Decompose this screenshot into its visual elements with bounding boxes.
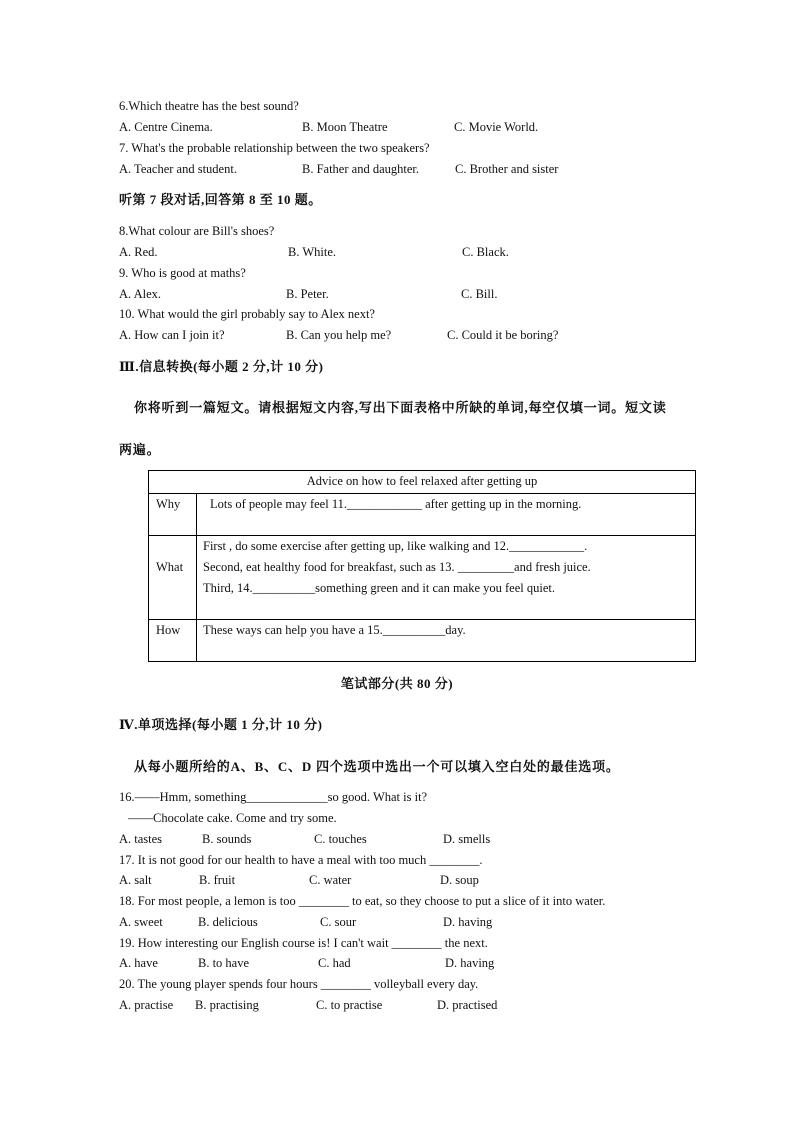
info-table-label-why: Why bbox=[149, 494, 197, 535]
question-8-option-b: B. White. bbox=[288, 245, 337, 259]
question-20-stem: 20. The young player spends four hours ________ volleyball every day. bbox=[119, 977, 479, 991]
info-table-row-what bbox=[149, 536, 695, 620]
info-table-line: Lots of people may feel 11.____________ after getting up in the morning. bbox=[210, 497, 582, 511]
question-20-option-b: B. practising bbox=[195, 998, 259, 1012]
question-9-option-b: B. Peter. bbox=[286, 287, 329, 301]
info-table-content-why bbox=[197, 494, 695, 535]
question-17-option-b: B. fruit bbox=[199, 873, 236, 887]
question-20-option-c: C. to practise bbox=[316, 998, 383, 1012]
question-16-option-a: A. tastes bbox=[119, 832, 163, 846]
question-10-option-c: C. Could it be boring? bbox=[447, 328, 559, 342]
question-10-stem: 10. What would the girl probably say to Alex next? bbox=[119, 307, 375, 321]
question-19-stem: 19. How interesting our English course is! I can't wait ________ the next. bbox=[119, 936, 488, 950]
question-18-option-b: B. delicious bbox=[198, 915, 258, 929]
info-table-title: Advice on how to feel relaxed after getting up bbox=[149, 471, 695, 494]
question-7-option-c: C. Brother and sister bbox=[455, 162, 559, 176]
question-18-stem: 18. For most people, a lemon is too ________ to eat, so they choose to put a slice of it into water. bbox=[119, 894, 606, 908]
question-9-option-c: C. Bill. bbox=[461, 287, 498, 301]
question-6-stem: 6.Which theatre has the best sound? bbox=[119, 99, 299, 113]
question-18-option-c: C. sour bbox=[320, 915, 357, 929]
question-16-option-b: B. sounds bbox=[202, 832, 252, 846]
info-table-row-how bbox=[149, 620, 695, 661]
info-table-line: Second, eat healthy food for breakfast, such as 13. _________and fresh juice. bbox=[203, 560, 591, 574]
question-9-stem: 9. Who is good at maths? bbox=[119, 266, 246, 280]
info-table-content-how bbox=[197, 620, 695, 661]
question-16-option-c: C. touches bbox=[314, 832, 367, 846]
question-8-stem: 8.What colour are Bill's shoes? bbox=[119, 224, 275, 238]
question-16-reply: ——Chocolate cake. Come and try some. bbox=[128, 811, 337, 825]
question-20-option-d: D. practised bbox=[437, 998, 498, 1012]
question-19-option-d: D. having bbox=[445, 956, 495, 970]
info-table-content-what bbox=[197, 536, 695, 619]
question-16-option-d: D. smells bbox=[443, 832, 491, 846]
section-3-instruction-line-1: 你将听到一篇短文。请根据短文内容,写出下面表格中所缺的单词,每空仅填一词。短文读 bbox=[134, 400, 667, 415]
info-table-line: These ways can help you have a 15.__________day. bbox=[203, 623, 466, 637]
question-20-option-a: A. practise bbox=[119, 998, 174, 1012]
question-8-option-c: C. Black. bbox=[462, 245, 509, 259]
question-6-option-b: B. Moon Theatre bbox=[302, 120, 388, 134]
question-19-option-a: A. have bbox=[119, 956, 158, 970]
question-18-option-a: A. sweet bbox=[119, 915, 163, 929]
question-8-option-a: A. Red. bbox=[119, 245, 158, 259]
written-part-title: 笔试部分(共 80 分) bbox=[340, 676, 454, 691]
question-17-option-c: C. water bbox=[309, 873, 352, 887]
info-table-label-what: What bbox=[149, 536, 197, 619]
question-6-option-a: A. Centre Cinema. bbox=[119, 120, 213, 134]
question-9-option-a: A. Alex. bbox=[119, 287, 162, 301]
question-19-option-b: B. to have bbox=[198, 956, 250, 970]
question-17-option-a: A. salt bbox=[119, 873, 152, 887]
question-16-stem: 16.——Hmm, something_____________so good. What is it? bbox=[119, 790, 428, 804]
question-17-option-d: D. soup bbox=[440, 873, 479, 887]
question-6-option-c: C. Movie World. bbox=[454, 120, 539, 134]
section-4-heading: Ⅳ.单项选择(每小题 1 分,计 10 分) bbox=[119, 717, 323, 732]
dialogue-7-instruction: 听第 7 段对话,回答第 8 至 10 题。 bbox=[119, 192, 322, 207]
question-18-option-d: D. having bbox=[443, 915, 493, 929]
question-17-stem: 17. It is not good for our health to have a meal with too much ________. bbox=[119, 853, 483, 867]
question-7-option-a: A. Teacher and student. bbox=[119, 162, 237, 176]
section-3-heading: Ⅲ.信息转换(每小题 2 分,计 10 分) bbox=[119, 359, 324, 374]
question-7-stem: 7. What's the probable relationship between the two speakers? bbox=[119, 141, 430, 155]
question-10-option-a: A. How can I join it? bbox=[119, 328, 225, 342]
question-10-option-b: B. Can you help me? bbox=[286, 328, 392, 342]
info-table-line: Third, 14.__________something green and it can make you feel quiet. bbox=[203, 581, 555, 595]
info-table-line: First , do some exercise after getting up, like walking and 12.____________. bbox=[203, 539, 588, 553]
section-4-instruction: 从每小题所给的A、B、C、D 四个选项中选出一个可以填入空白处的最佳选项。 bbox=[134, 759, 620, 774]
section-3-instruction-line-2: 两遍。 bbox=[119, 442, 161, 457]
info-table-row-why bbox=[149, 494, 695, 536]
question-19-option-c: C. had bbox=[318, 956, 351, 970]
question-7-option-b: B. Father and daughter. bbox=[302, 162, 419, 176]
info-table bbox=[148, 470, 696, 662]
info-table-label-how: How bbox=[149, 620, 197, 661]
